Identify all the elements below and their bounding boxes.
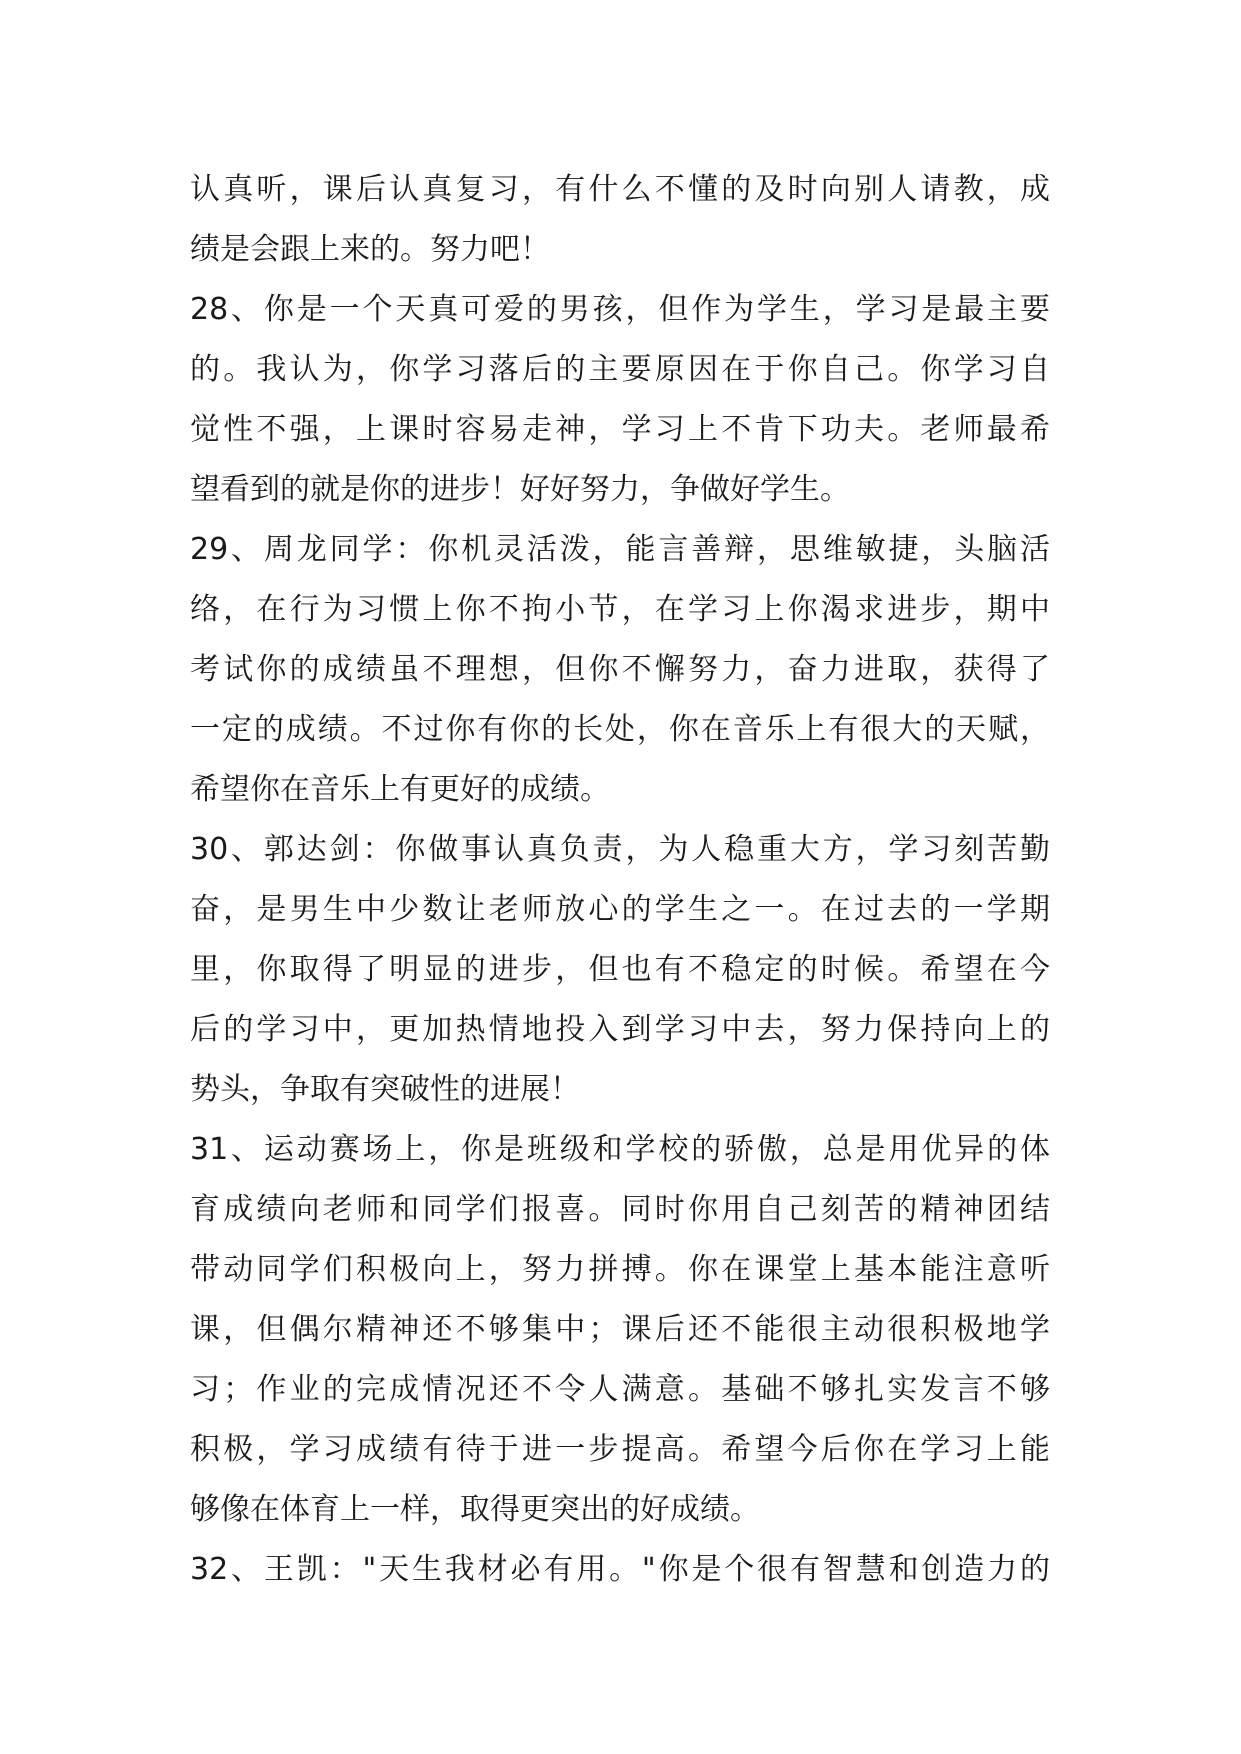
text-line: 带动同学们积极向上，努力拼搏。你在课堂上基本能注意听: [190, 1252, 1050, 1287]
text-line: 28、你是一个天真可爱的男孩，但作为学生，学习是最主要: [190, 292, 1050, 327]
text-line: 的。我认为，你学习落后的主要原因在于你自己。你学习自: [190, 352, 1050, 387]
text-line: 认真听，课后认真复习，有什么不懂的及时向别人请教，成: [190, 172, 1050, 207]
text-line: 够像在体育上一样，取得更突出的好成绩。: [190, 1492, 760, 1527]
document-body: [190, 160, 1050, 1600]
text-line: 育成绩向老师和同学们报喜。同时你用自己刻苦的精神团结: [190, 1192, 1050, 1227]
text-line: 望看到的就是你的进步！好好努力，争做好学生。: [190, 472, 850, 507]
text-line: 络，在行为习惯上你不拘小节，在学习上你渴求进步，期中: [190, 592, 1050, 627]
text-line: 课，但偶尔精神还不够集中；课后还不能很主动很积极地学: [190, 1312, 1050, 1347]
text-line: 奋，是男生中少数让老师放心的学生之一。在过去的一学期: [190, 892, 1050, 927]
text-line: 31、运动赛场上，你是班级和学校的骄傲，总是用优异的体: [190, 1132, 1050, 1167]
text-line: 32、王凯："天生我材必有用。"你是个很有智慧和创造力的: [190, 1552, 1050, 1587]
text-line: 一定的成绩。不过你有你的长处，你在音乐上有很大的天赋，: [190, 712, 1050, 747]
text-line: 觉性不强，上课时容易走神，学习上不肯下功夫。老师最希: [190, 412, 1050, 447]
text-line: 30、郭达剑：你做事认真负责，为人稳重大方，学习刻苦勤: [190, 832, 1050, 867]
text-line: 势头，争取有突破性的进展！: [190, 1072, 580, 1107]
text-line: 积极，学习成绩有待于进一步提高。希望今后你在学习上能: [190, 1432, 1050, 1467]
text-line: 习；作业的完成情况还不令人满意。基础不够扎实发言不够: [190, 1372, 1050, 1407]
text-line: 希望你在音乐上有更好的成绩。: [190, 772, 610, 807]
text-line: 29、周龙同学：你机灵活泼，能言善辩，思维敏捷，头脑活: [190, 532, 1050, 567]
text-line: 考试你的成绩虽不理想，但你不懈努力，奋力进取，获得了: [190, 652, 1050, 687]
text-line: 里，你取得了明显的进步，但也有不稳定的时候。希望在今: [190, 952, 1050, 987]
text-line: 后的学习中，更加热情地投入到学习中去，努力保持向上的: [190, 1012, 1050, 1047]
text-line: 绩是会跟上来的。努力吧！: [190, 232, 550, 267]
